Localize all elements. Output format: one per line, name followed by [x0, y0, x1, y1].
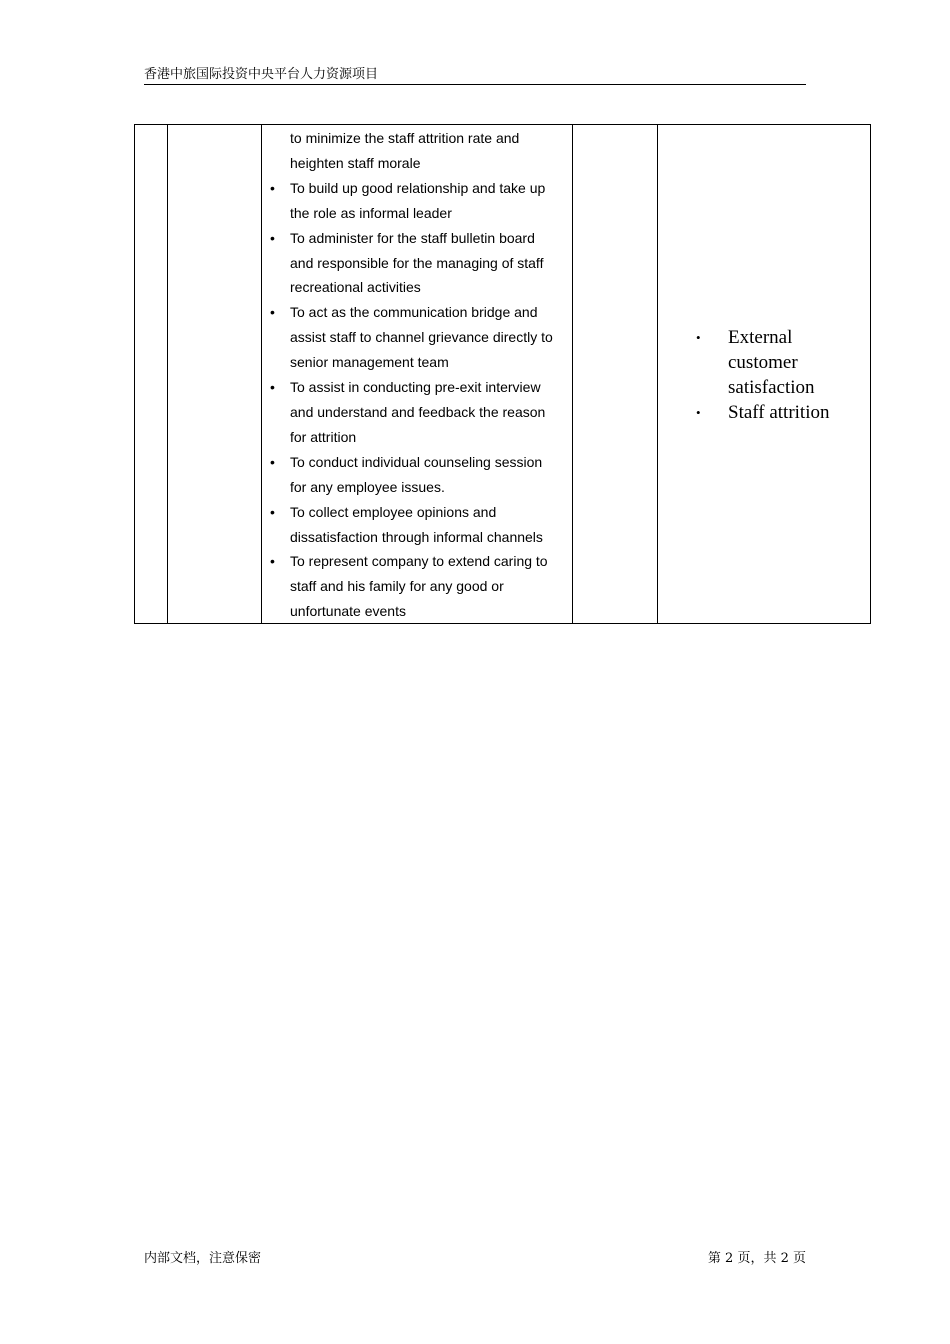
task-line: and responsible for the managing of staff: [290, 254, 544, 271]
task-line: To represent company to extend caring to: [290, 553, 548, 570]
task-line: unfortunate events: [290, 603, 406, 620]
bullet-icon: •: [270, 179, 275, 196]
footer-page-number: 第 2 页，共 2 页: [707, 1251, 806, 1266]
bullet-icon: •: [696, 330, 701, 345]
task-line: recreational activities: [290, 279, 421, 296]
bullet-icon: •: [270, 553, 275, 570]
task-line: staff and his family for any good or: [290, 578, 504, 595]
task-line: assist staff to channel grievance directly to: [290, 329, 553, 346]
task-line: senior management team: [290, 354, 449, 371]
task-line: for any employee issues.: [290, 478, 445, 495]
task-continuation-line: to minimize the staff attrition rate and: [290, 130, 520, 146]
column-divider: [261, 125, 262, 623]
task-list: [263, 126, 563, 624]
bullet-icon: •: [270, 503, 275, 520]
task-item: [263, 549, 563, 624]
kpi-line: satisfaction: [728, 377, 815, 398]
task-line: To conduct individual counseling session: [290, 453, 543, 470]
column-divider: [572, 125, 573, 623]
task-item: [263, 450, 563, 500]
kpi-item: [685, 400, 865, 425]
task-line: the role as informal leader: [290, 204, 452, 221]
task-line: To collect employee opinions and: [290, 503, 497, 520]
task-item: [263, 176, 563, 226]
bullet-icon: •: [270, 304, 275, 321]
task-item: [263, 300, 563, 375]
kpi-list: [685, 325, 865, 425]
column-divider: [657, 125, 658, 623]
kpi-line: Staff attrition: [728, 402, 830, 423]
task-line: To assist in conducting pre-exit interview: [290, 379, 541, 396]
task-item: [263, 226, 563, 301]
task-item: [263, 500, 563, 550]
task-item: [263, 375, 563, 450]
page-header: [144, 66, 806, 85]
task-line: dissatisfaction through informal channels: [290, 528, 543, 545]
column-divider: [167, 125, 168, 623]
task-continuation-line: heighten staff morale: [290, 154, 421, 171]
bullet-icon: •: [696, 405, 701, 420]
responsibilities-table: [134, 124, 871, 624]
footer-confidential-note: 内部文档，注意保密: [144, 1251, 262, 1266]
kpi-item: [685, 325, 865, 400]
task-line: To administer for the staff bulletin board: [290, 229, 535, 246]
kpi-line: External: [728, 327, 793, 348]
kpi-line: customer: [728, 352, 798, 373]
bullet-icon: •: [270, 229, 275, 246]
task-line: To build up good relationship and take up: [290, 179, 546, 196]
task-line: To act as the communication bridge and: [290, 304, 538, 321]
bullet-icon: •: [270, 379, 275, 396]
task-line: for attrition: [290, 428, 357, 445]
task-line: and understand and feedback the reason: [290, 403, 546, 420]
bullet-icon: •: [270, 453, 275, 470]
header-title: 香港中旅国际投资中央平台人力资源项目: [144, 67, 379, 82]
